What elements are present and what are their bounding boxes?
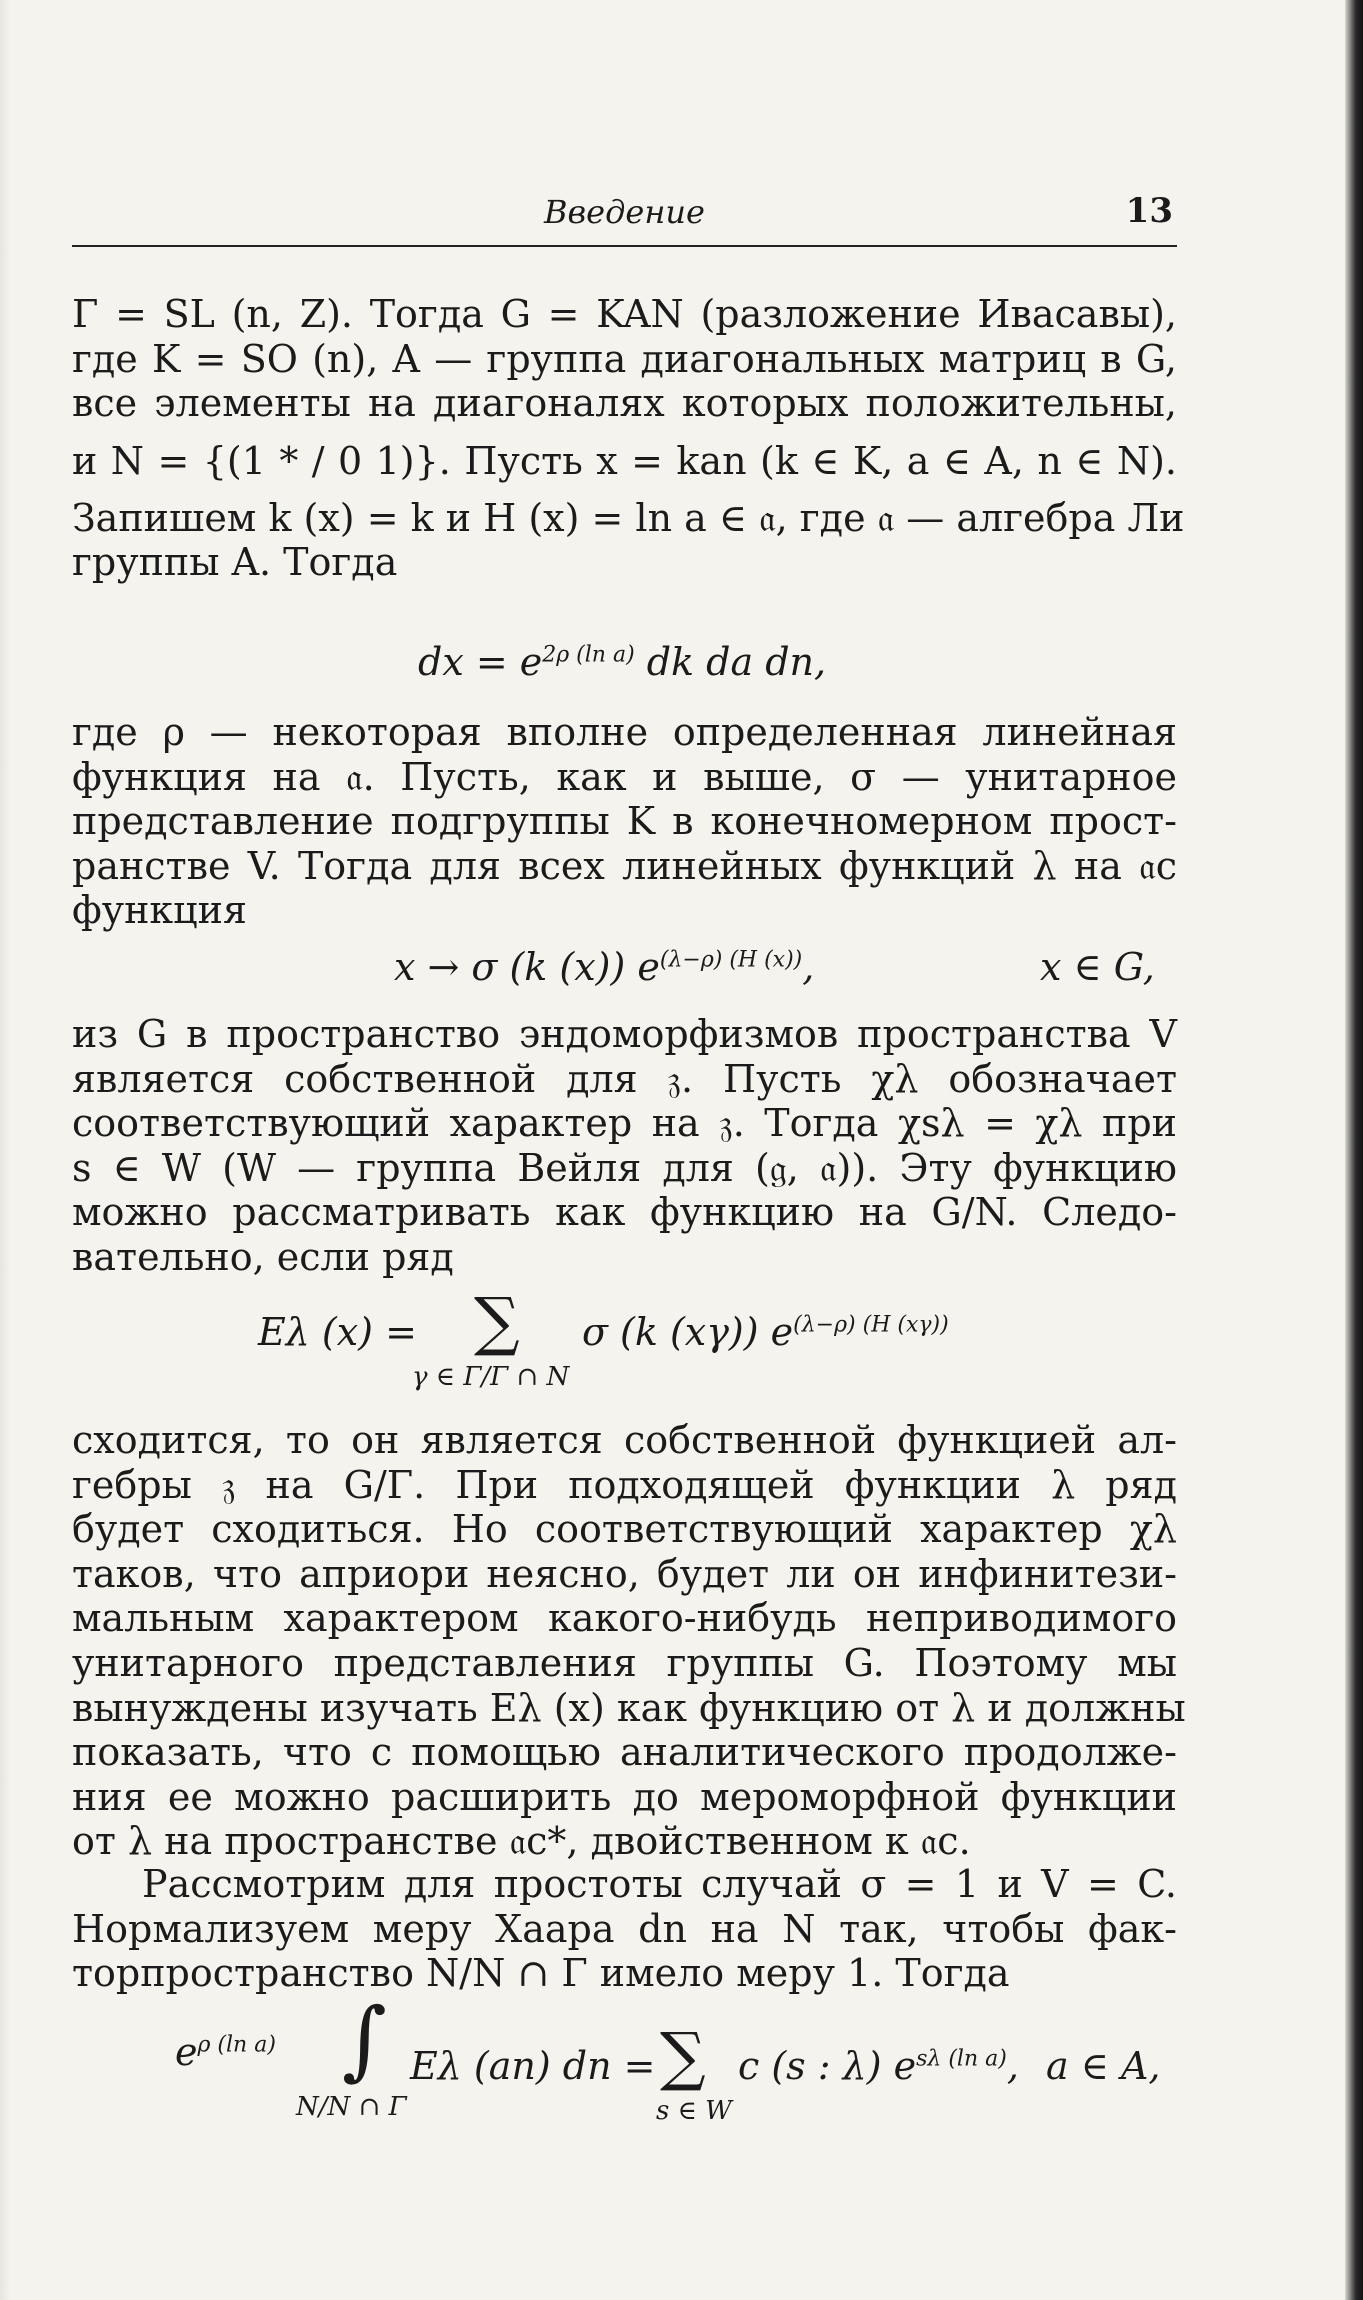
text-line: ния ее можно расширить до мероморфной функции	[72, 1774, 1177, 1819]
integral-sign: ∫	[342, 1990, 387, 2090]
formula-lhs: dx = e	[418, 640, 543, 684]
formula-rhs: dk da dn,	[634, 640, 827, 684]
header-title: Введение	[544, 193, 705, 231]
formula-exponent: (λ−ρ) (H (x))	[659, 947, 803, 973]
formula-rhs: ,	[802, 945, 815, 989]
paragraph-2	[72, 710, 1177, 933]
book-binding-shadow	[1345, 0, 1363, 2300]
text-line: является собственной для 𝔷. Пусть χλ обозначает	[72, 1056, 1177, 1101]
page-number: 13	[1125, 191, 1173, 231]
formula-eisenstein-body	[582, 1310, 949, 1354]
text-line: унитарного представления группы G. Поэтому мы	[72, 1640, 1177, 1685]
text-line: Нормализуем меру Хаара dn на N так, чтобы фак-	[72, 1906, 1177, 1951]
formula-base: e	[175, 2030, 198, 2074]
text-line: функция на 𝔞. Пусть, как и выше, σ — унитарное	[72, 754, 1177, 799]
formula-tail: ,	[1006, 2044, 1019, 2088]
text-line: соответствующий характер на 𝔷. Тогда χsλ = χλ при	[72, 1101, 1177, 1146]
paragraph-1	[72, 292, 1185, 585]
integral-domain: N/N ∩ Γ	[296, 2092, 407, 2122]
formula-body: σ (k (xγ)) e	[582, 1310, 794, 1354]
formula-constant-term-pre	[175, 2030, 276, 2074]
text-line: где K = SO (n), A — группа диагональных матриц в G,	[72, 336, 1177, 381]
paragraph-3	[72, 1012, 1177, 1280]
paragraph-5	[72, 1862, 1177, 1996]
formula-function	[394, 945, 814, 989]
text-line: можно рассматривать как функцию на G/N. Следо-	[72, 1190, 1177, 1235]
formula-exponent: 2ρ (ln a)	[542, 642, 635, 668]
text-line: функция	[72, 888, 247, 933]
text-line: из G в пространство эндоморфизмов пространства V	[72, 1012, 1177, 1056]
text-line: вательно, если ряд	[72, 1234, 454, 1279]
text-line: Γ = SL (n, Z). Тогда G = KAN (разложение Ивасавы),	[72, 292, 1177, 336]
formula-body: c (s : λ) e	[738, 2044, 917, 2088]
text-line: s ∈ W (W — группа Вейля для (𝔤, 𝔞)). Эту функцию	[72, 1145, 1177, 1190]
text-line: от λ на пространстве 𝔞c*, двойственном к 𝔞c.	[72, 1819, 971, 1864]
summation-range: s ∈ W	[656, 2096, 732, 2126]
formula-constant-term-body	[738, 2044, 1019, 2088]
text-line: вынуждены изучать Eλ (x) как функцию от λ и должны	[72, 1685, 1186, 1730]
formula-measure	[418, 640, 826, 684]
summation-range: γ ∈ Γ/Γ ∩ N	[412, 1362, 570, 1392]
running-header	[72, 185, 1177, 247]
text-line: будет сходиться. Но соответствующий характер χλ	[72, 1507, 1177, 1552]
text-line: и N = {(1 * / 0 1)}. Пусть x = kan (k ∈ K, a ∈ A, n ∈ N).	[72, 438, 1177, 483]
formula-condition: a ∈ A,	[1046, 2044, 1161, 2088]
summation-sign: ∑	[474, 1285, 520, 1359]
text-line: показать, что с помощью аналитического продолже-	[72, 1730, 1177, 1775]
text-line: группы A. Тогда	[72, 540, 398, 585]
text-line: все элементы на диагоналях которых положительны,	[72, 381, 1177, 426]
text-line: Запишем k (x) = k и H (x) = ln a ∈ 𝔞, где 𝔞 — алгебра Ли	[72, 495, 1185, 540]
text-line: торпространство N/N ∩ Γ имело меру 1. Тогда	[72, 1951, 1010, 1996]
formula-exponent: ρ (ln a)	[197, 2032, 276, 2058]
formula-eisenstein-lhs: Eλ (x) =	[258, 1310, 417, 1354]
text-line: гебры 𝔷 на G/Γ. При подходящей функции λ ряд	[72, 1462, 1177, 1507]
text-line: сходится, то он является собственной функцией ал-	[72, 1418, 1177, 1462]
paragraph-4	[72, 1418, 1186, 1864]
page-left-edge	[0, 0, 10, 2300]
formula-constant-term-mid: Eλ (an) dn =	[410, 2044, 656, 2088]
summation-sign: ∑	[660, 2020, 706, 2094]
text-line: мальным характером какого-нибудь неприводимого	[72, 1596, 1177, 1641]
text-line: ранстве V. Тогда для всех линейных функций λ на 𝔞c	[72, 843, 1177, 888]
text-line: представление подгруппы K в конечномерном прост-	[72, 799, 1177, 844]
text-line: где ρ — некоторая вполне определенная линейная	[72, 710, 1177, 754]
formula-lhs: x → σ (k (x)) e	[394, 945, 660, 989]
formula-exponent: sλ (ln a)	[916, 2046, 1007, 2072]
text-line: Рассмотрим для простоты случай σ = 1 и V = C.	[142, 1862, 1177, 1906]
formula-exponent: (λ−ρ) (H (xγ))	[793, 1312, 949, 1338]
text-line: таков, что априори неясно, будет ли он инфинитези-	[72, 1551, 1177, 1596]
formula-condition: x ∈ G,	[1040, 945, 1155, 989]
